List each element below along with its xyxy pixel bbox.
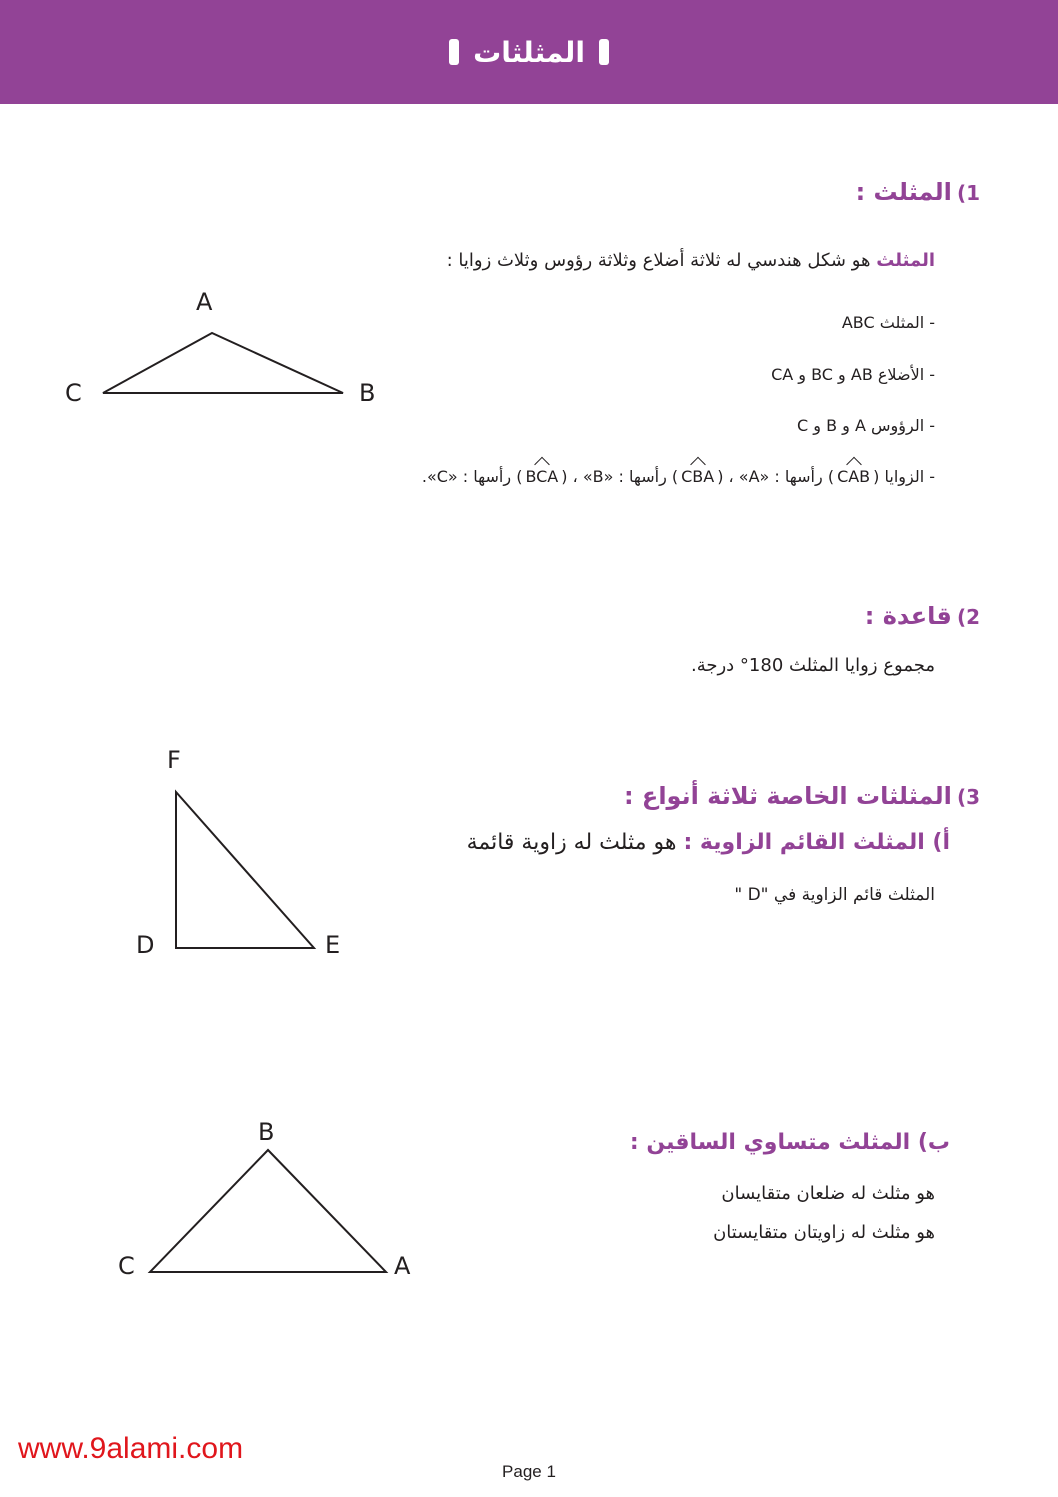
triangle-iso-label-b: B (258, 1118, 275, 1146)
angle-cba-vertex: رأسها : «B» ، (572, 467, 667, 486)
page-title-text: المثلثات (473, 35, 585, 69)
triangle-iso-label-c: C (118, 1252, 135, 1280)
website-link[interactable]: www.9alami.com (18, 1432, 244, 1465)
section3-title: المثلثات الخاصة ثلاثة أنواع : (623, 782, 952, 810)
section1-number: 1) (956, 181, 980, 205)
triangle-iso-label-a: A (394, 1252, 411, 1280)
right-triangle-definition: هو مثلث له زاوية قائمة (466, 830, 677, 855)
triangle-def (176, 792, 314, 948)
page-number: Page 1 (502, 1462, 556, 1481)
right-triangle-label: أ) المثلث القائم الزاوية : (683, 830, 950, 855)
angles-prefix: - الزوايا (884, 467, 935, 486)
triangle-def-label-f: F (167, 746, 181, 774)
item-vertices: - الرؤوس A و B و C (797, 416, 935, 435)
angle-bca: BCA (522, 466, 561, 487)
section3-number: 3) (956, 785, 980, 809)
triangle-abc-label-b: B (359, 379, 376, 407)
section2-number: 2) (956, 605, 980, 629)
angle-cab: CAB (834, 466, 873, 487)
triangle-abc-label-a: A (196, 288, 213, 316)
triangle-def-label-e: E (325, 931, 341, 959)
angle-cab-vertex: رأسها : «A» ، (728, 467, 823, 486)
triangle-abc-figure (65, 288, 375, 407)
item-angles: - الزوايا (CAB) رأسها : «A» ، (CBA) رأسها : «B» ، (BCA) رأسها : «C». (421, 467, 935, 486)
isosceles-label: ب) المثلث متساوي الساقين : (629, 1130, 950, 1155)
angle-bca-vertex: رأسها : «C». (421, 467, 512, 486)
definition-text: هو شكل هندسي له ثلاثة أضلاع وثلاثة رؤوس وثلاث زوايا : (446, 250, 871, 271)
angle-cba: CBA (678, 466, 717, 487)
triangle-def-label-d: D (136, 931, 155, 959)
definition-term: المثلث (876, 250, 935, 271)
section2-title: قاعدة : (864, 602, 952, 630)
right-triangle-example: المثلث قائم الزاوية في "D " (734, 885, 935, 905)
triangle-abc (103, 333, 343, 393)
section1-title: المثلث : (855, 178, 952, 206)
isosceles-line1: هو مثلث له ضلعان متقايسان (721, 1183, 935, 1204)
triangle-def-figure (136, 746, 340, 959)
item-sides: - الأضلاع AB و BC و CA (771, 365, 935, 384)
triangle-abc-label-c: C (65, 379, 82, 407)
triangle-isosceles-figure (118, 1118, 411, 1280)
triangle-isosceles (150, 1150, 386, 1272)
item-triangle: - المثلث ABC (841, 313, 935, 332)
isosceles-line2: هو مثلث له زاويتان متقايستان (713, 1222, 935, 1243)
rule-text: مجموع زوايا المثلث 180° درجة. (690, 655, 935, 676)
